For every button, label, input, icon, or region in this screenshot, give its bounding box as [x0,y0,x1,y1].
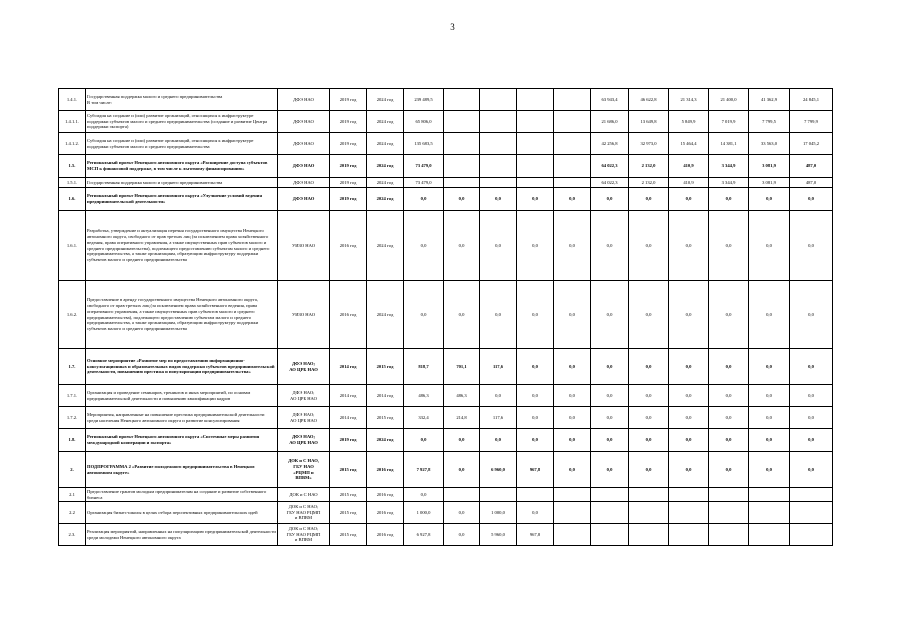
cell-amount-2014 [444,488,480,502]
cell-total-amount: 6 927,8 [404,524,444,546]
cell-amount-2014 [444,155,480,178]
cell-total-amount: 818,7 [404,349,444,385]
cell-amount-2017: 0,0 [554,429,591,452]
cell-amount-2022: 0,0 [749,429,790,452]
program-activities-table [58,88,833,546]
cell-amount-2018: 0,0 [591,211,629,281]
table-row [59,429,833,452]
cell-row-number: 1.5. [59,155,86,178]
cell-amount-2022: 7 799,5 [749,111,790,133]
cell-amount-2015: 0,0 [480,211,517,281]
cell-activity-description: Организация бизнес-школы в целях отбора перспективных предпринимательских идей [86,502,278,524]
cell-amount-2023: 0,0 [790,211,833,281]
cell-amount-2021: 0,0 [709,211,749,281]
cell-amount-2016 [517,178,554,188]
cell-end-year: 2024 год [367,188,404,211]
cell-amount-2022: 0,0 [749,385,790,407]
cell-amount-2023: 24 845,1 [790,89,833,111]
cell-responsible-executor: ДФЭ НАО [278,178,330,188]
cell-activity-description: Субсидия на создание и (или) развитие организаций, относящихся к инфраструктуре поддержки субъектов малого и среднего предпринимательства (создание и развитие Центра поддержки экспорта) [86,111,278,133]
cell-activity-description: Региональный проект Ненецкого автономного округа «Улучшение условий ведения предпринимательской деятельности» [86,188,278,211]
cell-amount-2021: 3 344,9 [709,155,749,178]
cell-amount-2016 [517,111,554,133]
cell-responsible-executor: ДФЭ НАО; АО ЦРБ НАО [278,349,330,385]
cell-amount-2014: 214,8 [444,407,480,429]
cell-responsible-executor: ДФЭ НАО [278,155,330,178]
cell-total-amount: 7 927,8 [404,452,444,488]
cell-row-number: 2.1 [59,488,86,502]
cell-amount-2020: 0,0 [669,349,709,385]
cell-amount-2014 [444,133,480,155]
cell-amount-2020: 0,0 [669,429,709,452]
cell-start-year: 2019 год [330,188,367,211]
cell-amount-2023: 0,0 [790,452,833,488]
cell-row-number: 1.7.1. [59,385,86,407]
cell-amount-2022 [749,488,790,502]
cell-end-year: 2016 год [367,488,404,502]
cell-amount-2019: 32 973,0 [629,133,669,155]
cell-start-year: 2019 год [330,133,367,155]
cell-amount-2020 [669,524,709,546]
cell-amount-2014: 0,0 [444,281,480,349]
cell-amount-2016: 0,0 [517,407,554,429]
cell-amount-2020: 410,9 [669,178,709,188]
cell-amount-2017 [554,178,591,188]
cell-amount-2019: 0,0 [629,188,669,211]
cell-amount-2015: 0,0 [480,385,517,407]
cell-amount-2015: 0,0 [480,429,517,452]
cell-row-number: 1.4.1.2. [59,133,86,155]
cell-end-year: 2024 год [367,178,404,188]
cell-row-number: 2.3. [59,524,86,546]
cell-amount-2016: 967,8 [517,524,554,546]
cell-amount-2018 [591,524,629,546]
cell-amount-2020: 0,0 [669,211,709,281]
cell-amount-2015: 0,0 [480,188,517,211]
table-row [59,111,833,133]
cell-row-number: 1.5.1. [59,178,86,188]
table-row [59,488,833,502]
cell-amount-2014: 0,0 [444,211,480,281]
cell-amount-2015: 5 960,0 [480,524,517,546]
cell-end-year: 2014 год [367,385,404,407]
cell-amount-2018: 63 943,4 [591,89,629,111]
table-row [59,178,833,188]
cell-amount-2015 [480,111,517,133]
cell-amount-2020: 5 849,9 [669,111,709,133]
cell-amount-2020: 0,0 [669,281,709,349]
cell-amount-2015 [480,155,517,178]
cell-amount-2017 [554,155,591,178]
cell-amount-2015 [480,178,517,188]
cell-responsible-executor: УИЗО НАО [278,211,330,281]
cell-amount-2015: 1 000,0 [480,502,517,524]
cell-responsible-executor: ДФЭ НАО [278,89,330,111]
cell-start-year: 2016 год [330,281,367,349]
cell-amount-2021: 0,0 [709,407,749,429]
cell-amount-2023: 0,0 [790,385,833,407]
cell-responsible-executor: УИЗО НАО [278,281,330,349]
cell-amount-2022: 33 563,0 [749,133,790,155]
cell-amount-2022: 0,0 [749,281,790,349]
cell-amount-2020: 0,0 [669,407,709,429]
cell-responsible-executor: ДОК и С НАО, ГБУ НАО «РЦМП и ВПВМ» [278,452,330,488]
cell-amount-2023: 0,0 [790,349,833,385]
cell-start-year: 2014 год [330,385,367,407]
cell-row-number: 1.8. [59,429,86,452]
cell-amount-2016 [517,488,554,502]
cell-start-year: 2015 год [330,452,367,488]
cell-amount-2017 [554,111,591,133]
cell-amount-2021: 0,0 [709,281,749,349]
cell-total-amount: 0,0 [404,188,444,211]
cell-total-amount: 0,0 [404,488,444,502]
cell-end-year: 2016 год [367,524,404,546]
cell-amount-2014 [444,111,480,133]
cell-amount-2016: 0,0 [517,349,554,385]
cell-activity-description: Региональный проект Ненецкого автономного округа «Расширение доступа субъектов МСП к финансовой поддержке, в том числе к льготному финансированию» [86,155,278,178]
cell-amount-2021: 3 344,9 [709,178,749,188]
cell-start-year: 2019 год [330,111,367,133]
cell-total-amount: 135 683,5 [404,133,444,155]
cell-amount-2018: 0,0 [591,452,629,488]
cell-start-year: 2019 год [330,155,367,178]
cell-amount-2021: 0,0 [709,429,749,452]
cell-activity-description: Мероприятия, направленные на повышение престижа предпринимательской деятельности среди населения Ненецкого автономного округа и развитие консультирования [86,407,278,429]
cell-amount-2018: 64 022,3 [591,155,629,178]
cell-amount-2015 [480,89,517,111]
cell-amount-2022: 0,0 [749,452,790,488]
table-row [59,452,833,488]
cell-total-amount: 239 489,5 [404,89,444,111]
cell-end-year: 2024 год [367,211,404,281]
cell-amount-2016: 0,0 [517,502,554,524]
cell-row-number: 1.4.1.1. [59,111,86,133]
cell-activity-description: Реализация мероприятий, направленных на популяризацию предпринимательской деятельности среди молодежи Ненецкого автономного округа [86,524,278,546]
cell-amount-2020: 410,9 [669,155,709,178]
cell-amount-2016: 0,0 [517,188,554,211]
cell-total-amount: 73 479,0 [404,178,444,188]
cell-amount-2019: 2 132,0 [629,155,669,178]
cell-row-number: 1.6.2. [59,281,86,349]
cell-amount-2020: 21 314,3 [669,89,709,111]
cell-amount-2023: 17 045,2 [790,133,833,155]
cell-amount-2018: 21 686,0 [591,111,629,133]
cell-amount-2016 [517,89,554,111]
table-row [59,133,833,155]
cell-responsible-executor: ДФЭ НАО; АО ЦРБ НАО [278,385,330,407]
cell-total-amount: 0,0 [404,211,444,281]
cell-start-year: 2016 год [330,211,367,281]
cell-activity-description: Разработка, утверждение и актуализация перечня государственного имущества Ненецкого автономного округа, свободного от прав третьих лиц (за исключением права хозяйственного ведения, права оперативного управления, а также имущественных прав субъектов малого и среднего предпринимательства), подлежащего предоставлению субъектам малого и среднего предпринимательства, а также организациям, образующим инфраструктуру поддержки субъектов малого и среднего предпринимательства [86,211,278,281]
cell-amount-2022: 3 081,9 [749,155,790,178]
cell-amount-2023: 0,0 [790,281,833,349]
cell-amount-2018 [591,488,629,502]
cell-start-year: 2019 год [330,178,367,188]
cell-responsible-executor: ДФЭ НАО [278,111,330,133]
cell-amount-2023: 0,0 [790,188,833,211]
cell-amount-2019 [629,502,669,524]
cell-total-amount: 0,0 [404,281,444,349]
cell-amount-2022 [749,502,790,524]
cell-amount-2019: 46 622,8 [629,89,669,111]
cell-end-year: 2024 год [367,429,404,452]
cell-amount-2019: 0,0 [629,211,669,281]
cell-amount-2017: 0,0 [554,188,591,211]
cell-amount-2022: 41 362,9 [749,89,790,111]
cell-amount-2021: 0,0 [709,452,749,488]
table-row [59,385,833,407]
cell-amount-2018: 0,0 [591,407,629,429]
cell-row-number: 1.7.2. [59,407,86,429]
page-number: 3 [450,22,455,32]
cell-amount-2018: 0,0 [591,281,629,349]
cell-amount-2022: 0,0 [749,407,790,429]
cell-amount-2020 [669,488,709,502]
cell-amount-2018: 0,0 [591,349,629,385]
cell-amount-2019 [629,524,669,546]
cell-amount-2017: 0,0 [554,211,591,281]
cell-amount-2015 [480,133,517,155]
cell-amount-2016: 0,0 [517,429,554,452]
cell-total-amount: 73 479,0 [404,155,444,178]
cell-amount-2014: 0,0 [444,452,480,488]
cell-amount-2016: 967,8 [517,452,554,488]
cell-amount-2018: 0,0 [591,385,629,407]
cell-amount-2016: 0,0 [517,385,554,407]
cell-amount-2023 [790,524,833,546]
cell-amount-2023 [790,502,833,524]
cell-activity-description: Организация и проведение семинаров, тренингов и иных мероприятий, по основам предпринимательской деятельности и повышению квалификации кадров [86,385,278,407]
cell-amount-2014: 0,0 [444,188,480,211]
cell-amount-2017 [554,488,591,502]
cell-amount-2022: 3 081,9 [749,178,790,188]
cell-start-year: 2019 год [330,429,367,452]
cell-amount-2020: 15 464,4 [669,133,709,155]
table-row [59,89,833,111]
cell-amount-2019: 13 649,8 [629,111,669,133]
cell-start-year: 2015 год [330,502,367,524]
cell-amount-2015: 117,6 [480,349,517,385]
cell-activity-description: Государственная поддержка малого и среднего предпринимательства В том числе: [86,89,278,111]
cell-amount-2023: 0,0 [790,407,833,429]
table-row [59,155,833,178]
cell-end-year: 2016 год [367,502,404,524]
cell-responsible-executor: ДФЭ НАО [278,188,330,211]
cell-amount-2022: 0,0 [749,211,790,281]
cell-amount-2018: 42 256,8 [591,133,629,155]
cell-amount-2017: 0,0 [554,349,591,385]
cell-amount-2015: 117,6 [480,407,517,429]
cell-end-year: 2024 год [367,89,404,111]
cell-start-year: 2019 год [330,89,367,111]
cell-end-year: 2024 год [367,111,404,133]
cell-amount-2023: 7 799,9 [790,111,833,133]
cell-amount-2019: 0,0 [629,281,669,349]
cell-row-number: 2.2 [59,502,86,524]
cell-amount-2019: 0,0 [629,452,669,488]
cell-amount-2022: 0,0 [749,188,790,211]
cell-amount-2014: 701,1 [444,349,480,385]
cell-amount-2015: 6 960,0 [480,452,517,488]
cell-amount-2016 [517,155,554,178]
cell-end-year: 2024 год [367,281,404,349]
cell-amount-2017 [554,133,591,155]
cell-amount-2019 [629,488,669,502]
cell-amount-2021: 0,0 [709,385,749,407]
cell-row-number: 2. [59,452,86,488]
table-row [59,211,833,281]
cell-amount-2019: 0,0 [629,385,669,407]
cell-amount-2014: 0,0 [444,502,480,524]
cell-responsible-executor: ДОК и С НАО [278,488,330,502]
cell-amount-2017 [554,502,591,524]
cell-responsible-executor: ДФЭ НАО [278,133,330,155]
cell-amount-2017 [554,89,591,111]
cell-amount-2017: 0,0 [554,385,591,407]
cell-amount-2018: 0,0 [591,429,629,452]
cell-amount-2019: 0,0 [629,349,669,385]
cell-amount-2021 [709,524,749,546]
cell-start-year: 2015 год [330,524,367,546]
cell-activity-description: Региональный проект Ненецкого автономного округа «Системные меры развития международной кооперации и экспорта» [86,429,278,452]
table-row [59,524,833,546]
cell-amount-2016: 0,0 [517,281,554,349]
cell-amount-2014: 0,0 [444,429,480,452]
cell-amount-2016: 0,0 [517,211,554,281]
cell-amount-2023: 487,0 [790,155,833,178]
cell-activity-description: Государственная поддержка малого и среднего предпринимательства [86,178,278,188]
cell-amount-2021: 21 400,0 [709,89,749,111]
cell-amount-2019: 0,0 [629,407,669,429]
cell-amount-2015 [480,488,517,502]
cell-amount-2018: 0,0 [591,188,629,211]
cell-amount-2018 [591,502,629,524]
cell-amount-2020: 0,0 [669,385,709,407]
table-row [59,281,833,349]
cell-amount-2014: 0,0 [444,524,480,546]
cell-amount-2020 [669,502,709,524]
cell-amount-2017: 0,0 [554,281,591,349]
cell-end-year: 2016 год [367,452,404,488]
cell-amount-2014 [444,178,480,188]
cell-amount-2022 [749,524,790,546]
cell-total-amount: 1 000,0 [404,502,444,524]
cell-activity-description: Субсидия на создание и (или) развитие организаций, относящихся к инфраструктуре поддержки субъектов малого и среднего предпринимательства [86,133,278,155]
cell-amount-2021: 0,0 [709,188,749,211]
cell-total-amount: 486,3 [404,385,444,407]
table-row [59,349,833,385]
cell-start-year: 2014 год [330,349,367,385]
cell-amount-2021: 0,0 [709,349,749,385]
cell-amount-2023 [790,488,833,502]
cell-amount-2019: 2 132,0 [629,178,669,188]
cell-amount-2019: 0,0 [629,429,669,452]
cell-row-number: 1.6.1. [59,211,86,281]
cell-start-year: 2015 год [330,488,367,502]
cell-amount-2021: 14 381,1 [709,133,749,155]
cell-row-number: 1.4.1. [59,89,86,111]
cell-total-amount: 332,4 [404,407,444,429]
cell-activity-description: Предоставление грантов молодым предпринимателям на создание и развитие собственного бизнеса [86,488,278,502]
cell-responsible-executor: ДФЭ НАО; АО ЦРБ НАО [278,429,330,452]
cell-responsible-executor: ДОК и С НАО; ГБУ НАО РЦМП и ВПВМ [278,502,330,524]
cell-total-amount: 65 806,0 [404,111,444,133]
cell-amount-2017: 0,0 [554,407,591,429]
cell-activity-description: Основное мероприятие «Развитие мер по предоставлению информационно-консультационных и образовательных видов поддержки субъектов предпринимательской деятельности, повышению престижа и популяризации предпринимательства» [86,349,278,385]
cell-end-year: 2015 год [367,407,404,429]
cell-amount-2016 [517,133,554,155]
cell-amount-2017 [554,524,591,546]
cell-responsible-executor: ДФЭ НАО; АО ЦРБ НАО [278,407,330,429]
cell-amount-2017: 0,0 [554,452,591,488]
cell-amount-2023: 487,0 [790,178,833,188]
cell-end-year: 2024 год [367,133,404,155]
cell-amount-2020: 0,0 [669,452,709,488]
cell-start-year: 2014 год [330,407,367,429]
cell-responsible-executor: ДОК и С НАО; ГБУ НАО РЦМП и ВПВМ [278,524,330,546]
table-row [59,502,833,524]
cell-amount-2022: 0,0 [749,349,790,385]
cell-row-number: 1.7. [59,349,86,385]
cell-total-amount: 0,0 [404,429,444,452]
cell-amount-2021 [709,488,749,502]
cell-activity-description: ПОДПРОГРАММА 2 «Развитие молодежного предпринимательства в Ненецком автономном округе» [86,452,278,488]
cell-amount-2020: 0,0 [669,188,709,211]
cell-amount-2023: 0,0 [790,429,833,452]
cell-end-year: 2024 год [367,155,404,178]
cell-amount-2021: 7 019,9 [709,111,749,133]
cell-end-year: 2015 год [367,349,404,385]
cell-activity-description: Предоставление в аренду государственного имущества Ненецкого автономного округа, свободного от прав третьих лиц (за исключением права хозяйственного ведения, права оперативного управления, а также имущественных прав субъектов малого и среднего предпринимательства), подлежащего предоставлению субъектам малого и среднего предпринимательства, а также организациям, образующим инфраструктуру поддержки субъектов малого и среднего предпринимательства [86,281,278,349]
table-row [59,188,833,211]
cell-amount-2018: 64 022,3 [591,178,629,188]
cell-amount-2014 [444,89,480,111]
cell-amount-2015: 0,0 [480,281,517,349]
cell-amount-2014: 486,3 [444,385,480,407]
cell-amount-2021 [709,502,749,524]
table-row [59,407,833,429]
cell-row-number: 1.6. [59,188,86,211]
